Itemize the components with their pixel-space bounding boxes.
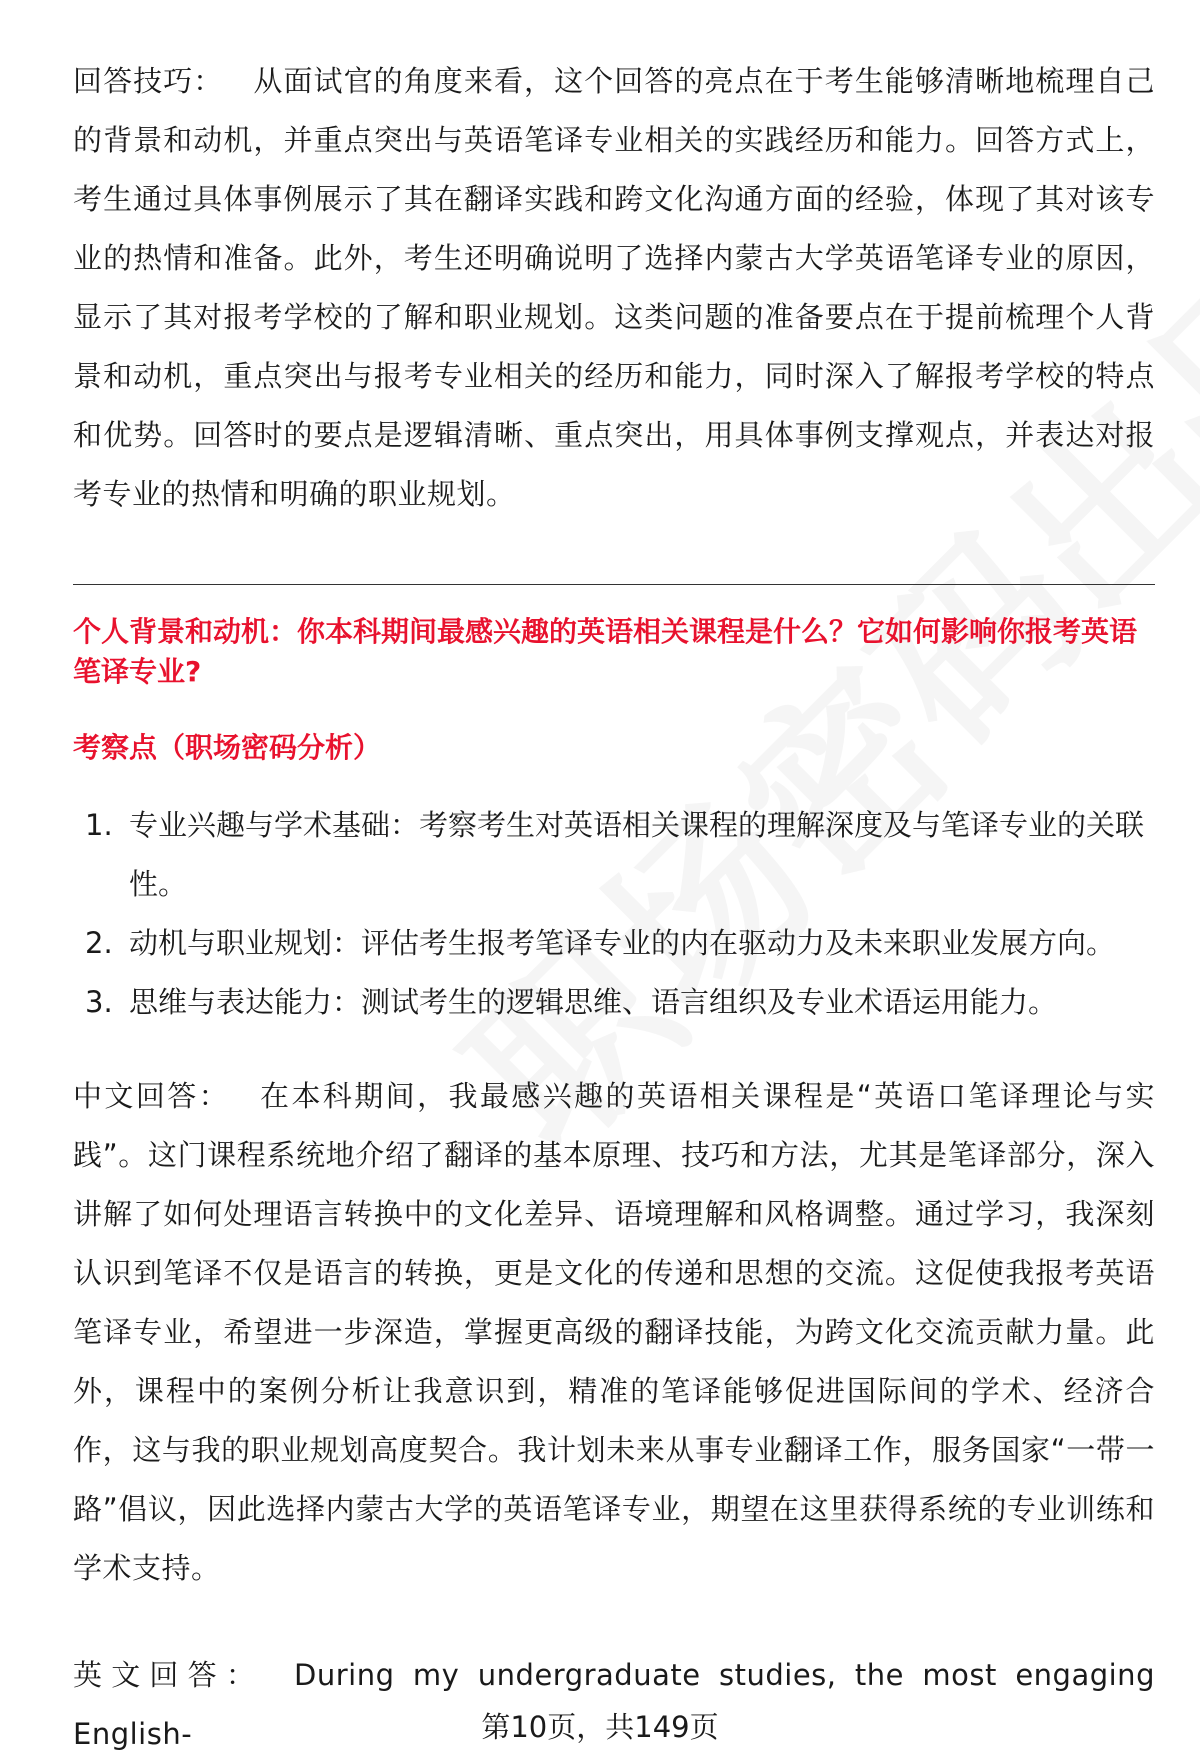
assessment-points-list xyxy=(73,796,1155,1032)
english-answer-label: 英文回答： xyxy=(73,1658,265,1692)
answer-tips-text: 从面试官的角度来看，这个回答的亮点在于考生能够清晰地梳理自己的背景和动机，并重点突出与英语笔译专业相关的实践经历和能力。回答方式上，考生通过具体事例展示了其在翻译实践和跨文化沟通方面的经验，体现了其对该专业的热情和准备。此外，考生还明确说明了选择内蒙古大学英语笔译专业的原因，显示了其对报考学校的了解和职业规划。这类问题的准备要点在于提前梳理个人背景和动机，重点突出与报考专业相关的经历和能力，同时深入了解报考学校的特点和优势。回答时的要点是逻辑清晰、重点突出，用具体事例支撑观点，并表达对报考专业的热情和明确的职业规划。 xyxy=(73,64,1155,511)
assessment-points-heading: 考察点（职场密码分析） xyxy=(73,731,382,764)
list-item-text: 思维与表达能力：测试考生的逻辑思维、语言组织及专业术语运用能力。 xyxy=(129,985,1058,1019)
chinese-answer-text: 在本科期间，我最感兴趣的英语相关课程是“英语口笔译理论与实践”。这门课程系统地介绍了翻译的基本原理、技巧和方法，尤其是笔译部分，深入讲解了如何处理语言转换中的文化差异、语境理解和风格调整。通过学习，我深刻认识到笔译不仅是语言的转换，更是文化的传递和思想的交流。这促使我报考英语笔译专业，希望进一步深造，掌握更高级的翻译技能，为跨文化交流贡献力量。此外，课程中的案例分析让我意识到，精准的笔译能够促进国际间的学术、经济合作，这与我的职业规划高度契合。我计划未来从事专业翻译工作，服务国家“一带一路”倡议，因此选择内蒙古大学的英语笔译专业，期望在这里获得系统的专业训练和学术支持。 xyxy=(73,1079,1155,1585)
list-item xyxy=(73,973,1155,1032)
list-item-text: 专业兴趣与学术基础：考察考生对英语相关课程的理解深度及与笔译专业的关联性。 xyxy=(129,808,1145,901)
list-item xyxy=(73,914,1155,973)
list-item-number: 2. xyxy=(85,926,113,960)
answer-tips-label: 回答技巧： xyxy=(73,64,224,98)
list-item-number: 3. xyxy=(85,985,113,1019)
answer-tips-paragraph xyxy=(73,52,1155,524)
list-item-number: 1. xyxy=(85,808,113,842)
list-item xyxy=(73,796,1155,914)
section-divider xyxy=(73,584,1155,585)
list-item-text: 动机与职业规划：评估考生报考笔译专业的内在驱动力及未来职业发展方向。 xyxy=(129,926,1116,960)
question-title: 个人背景和动机：你本科期间最感兴趣的英语相关课程是什么？它如何影响你报考英语笔译专业? xyxy=(73,615,1138,688)
english-answer-text: During my undergraduate studies, the most engaging English- xyxy=(73,1658,1155,1751)
page-number: 第10页，共149页 xyxy=(481,1710,719,1744)
chinese-answer-label: 中文回答： xyxy=(73,1079,231,1113)
chinese-answer-paragraph xyxy=(73,1067,1155,1598)
